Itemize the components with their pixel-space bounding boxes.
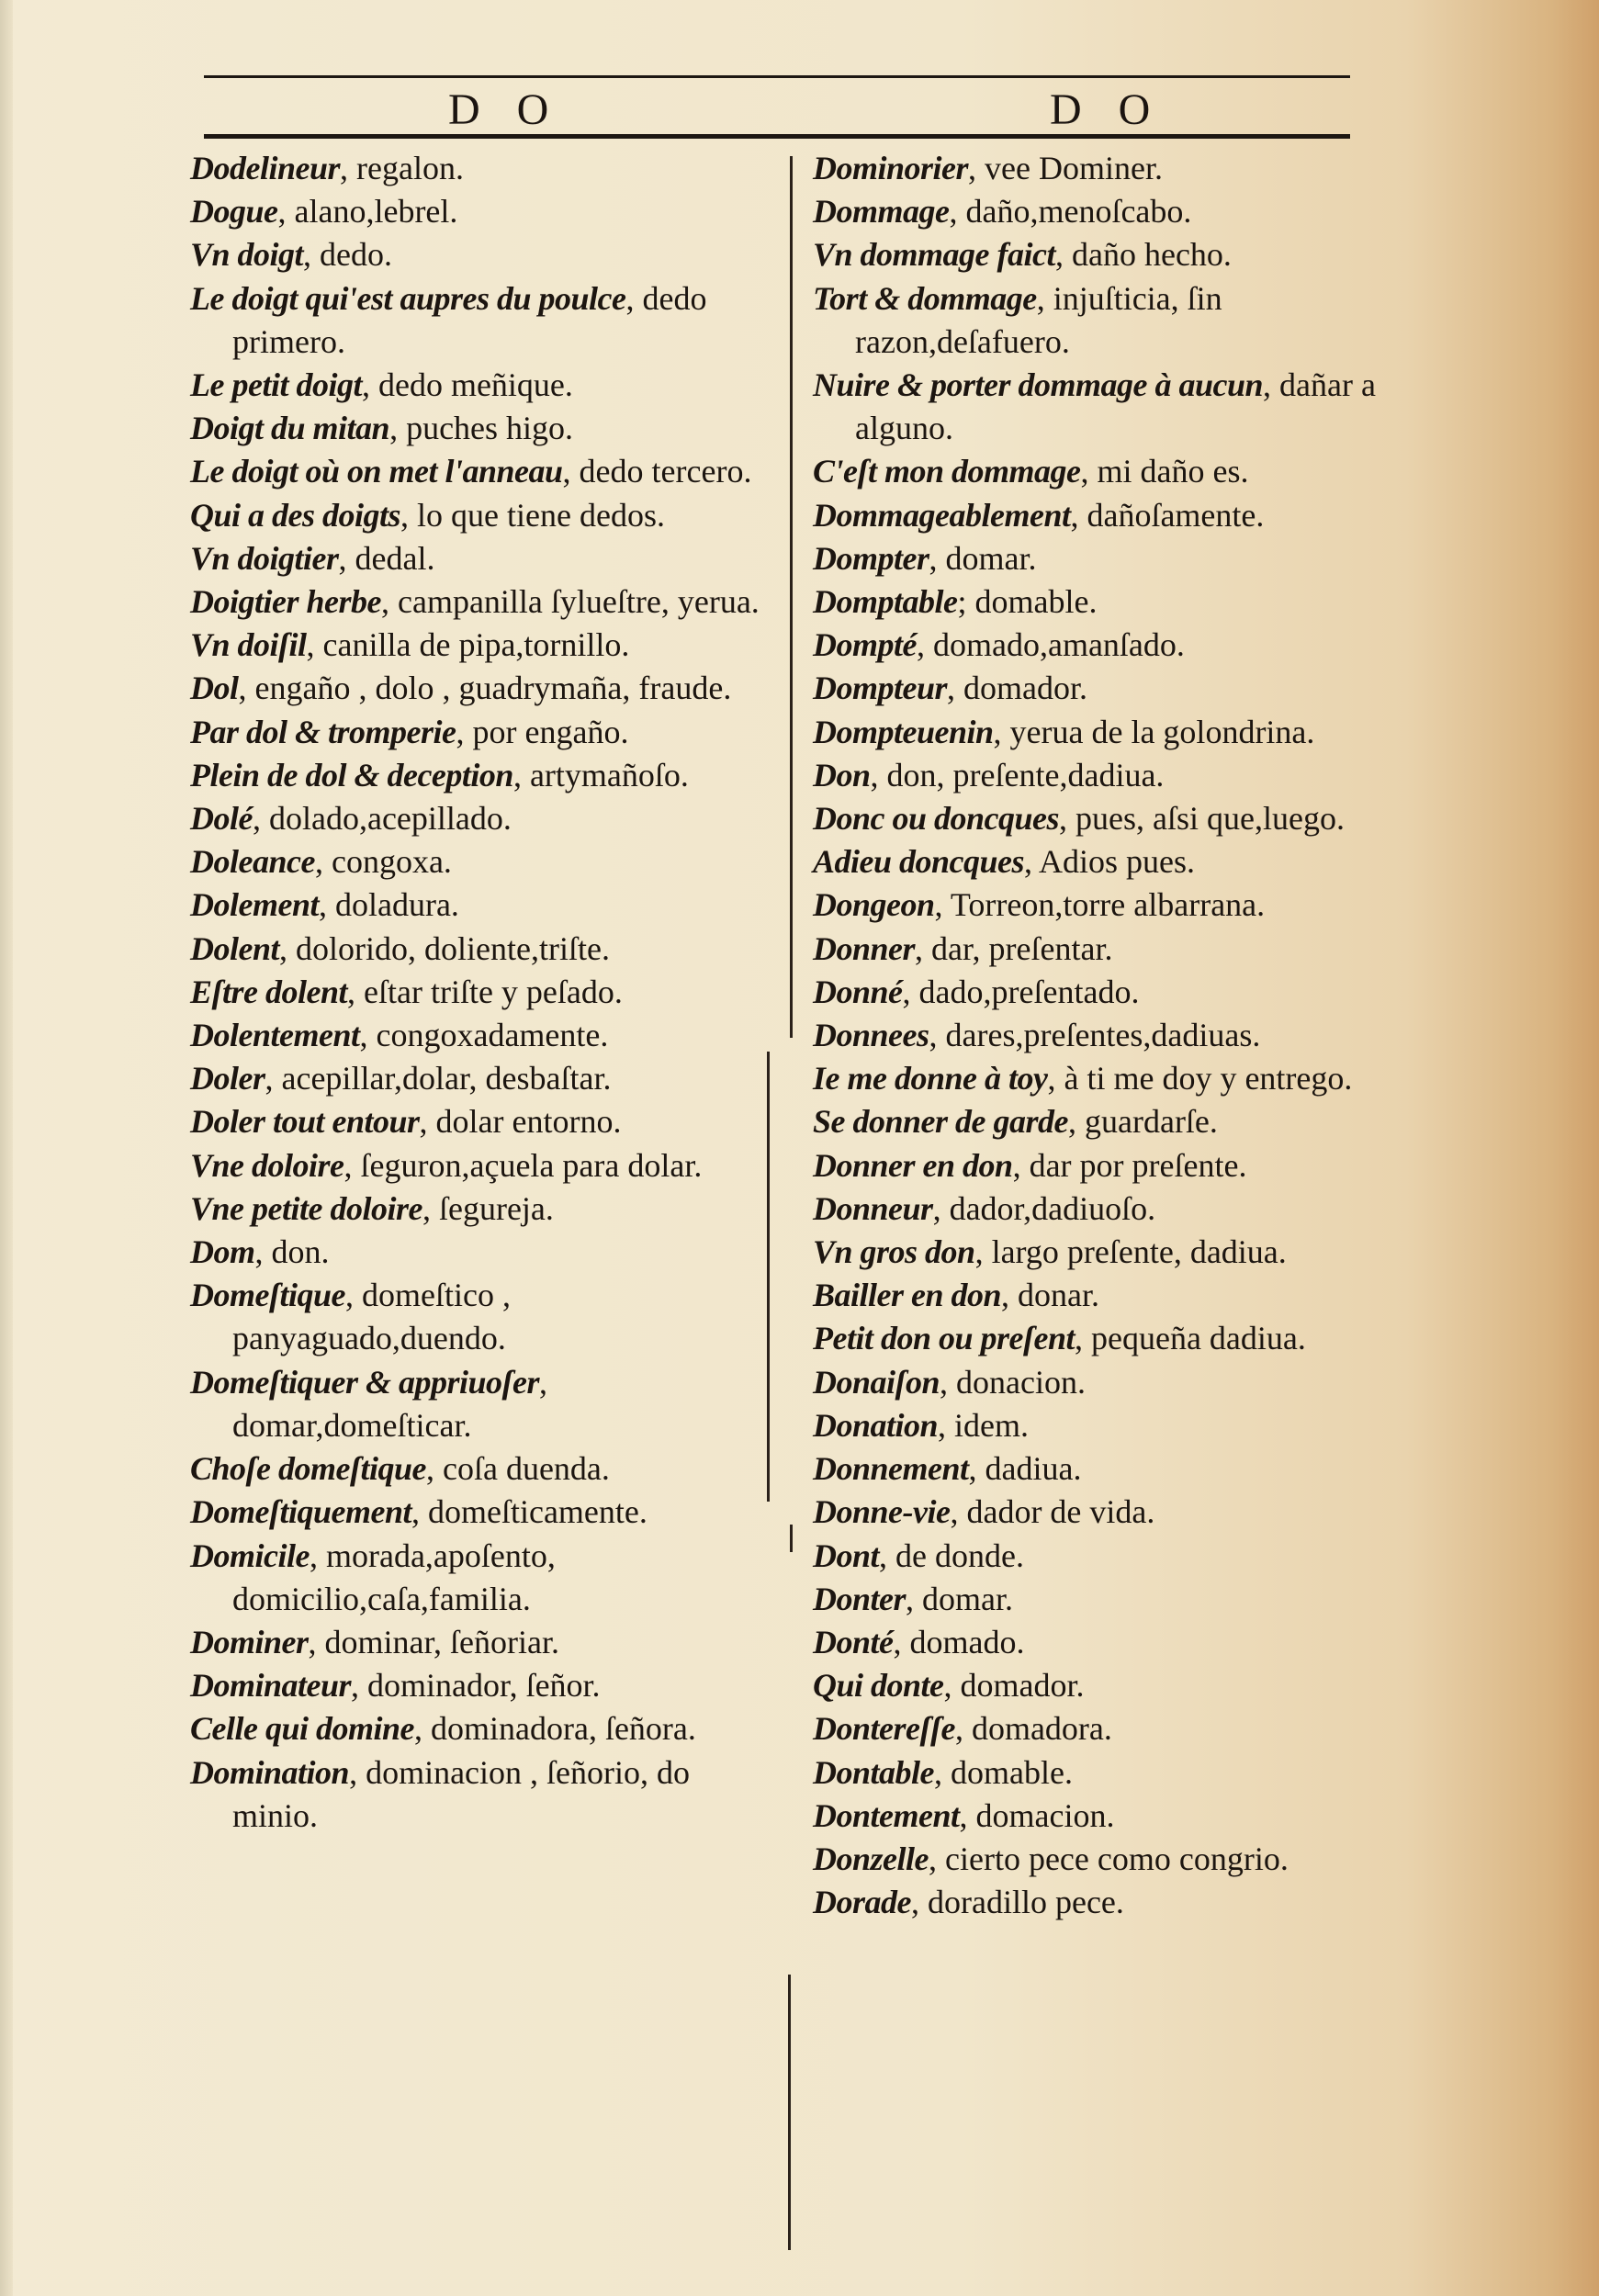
entry-headword: Doler tout entour: [190, 1103, 420, 1141]
entry-headword: Ie me donne à toy: [813, 1060, 1048, 1097]
entry-translation: , donacion.: [940, 1363, 1086, 1401]
dictionary-entry: [813, 1664, 1401, 1707]
entry-headword: Donneur: [813, 1189, 933, 1227]
entry-translation: , daño,menoſcabo.: [949, 193, 1192, 231]
dictionary-entry: [813, 1404, 1401, 1447]
dictionary-entry: [813, 971, 1401, 1014]
entry-translation: , domador.: [943, 1667, 1085, 1705]
dictionary-entry: [190, 233, 760, 276]
dictionary-entry: [190, 1100, 760, 1143]
entry-translation: , à ti me doy y entrego.: [1047, 1060, 1353, 1097]
dictionary-entry: [813, 580, 1401, 624]
dictionary-entry: [190, 1491, 760, 1534]
entry-headword: Don: [813, 756, 871, 793]
entry-headword: Dommageablement: [813, 496, 1071, 534]
entry-headword: Dompteuenin: [813, 713, 994, 750]
entry-translation: , dominar, ſeñoriar.: [308, 1623, 559, 1660]
running-head-left: D O: [448, 85, 562, 134]
dictionary-entry: [813, 1100, 1401, 1143]
entry-headword: Dongeon: [813, 886, 935, 924]
entry-headword: Vn gros don: [813, 1233, 975, 1271]
entry-headword: Vn doigt: [190, 236, 304, 274]
entry-headword: Qui a des doigts: [190, 496, 401, 534]
dictionary-entry: [190, 624, 760, 667]
entry-translation: , alano,lebrel.: [277, 193, 458, 231]
dictionary-entry: [190, 147, 760, 190]
entry-translation: , dedal.: [338, 539, 435, 577]
entry-headword: Vne doloire: [190, 1146, 344, 1184]
entry-headword: Dolé: [190, 800, 253, 838]
dictionary-entry: [813, 1707, 1401, 1750]
dictionary-entry: [190, 1057, 760, 1100]
entry-headword: Le doigt qui'est aupres du poulce: [190, 279, 626, 317]
dictionary-entry: [190, 928, 760, 971]
entry-headword: Adieu doncques: [813, 843, 1025, 881]
dictionary-entry: [813, 711, 1401, 754]
dictionary-entry: [813, 1361, 1401, 1404]
entry-headword: Par dol & tromperie: [190, 713, 456, 750]
entry-headword: Donnees: [813, 1017, 929, 1054]
dictionary-entry: [813, 667, 1401, 710]
entry-headword: Donaiſon: [813, 1363, 940, 1401]
entry-headword: Dont: [813, 1536, 880, 1574]
entry-headword: Vn doigtier: [190, 539, 339, 577]
entry-translation: ; domable.: [957, 583, 1098, 621]
dictionary-entry: [813, 190, 1401, 233]
dictionary-entry: [190, 1144, 760, 1187]
entry-translation: , artymañoſo.: [512, 756, 689, 793]
dictionary-entry: [813, 1317, 1401, 1360]
dictionary-entry: [190, 797, 760, 840]
entry-translation: , regalon.: [340, 150, 464, 186]
dictionary-entry: [813, 1621, 1401, 1664]
header-rule-bottom: [204, 134, 1350, 139]
entry-translation: , don.: [254, 1233, 330, 1271]
entry-translation: , de donde.: [879, 1536, 1024, 1574]
entry-translation: , dadiua.: [968, 1450, 1082, 1488]
entry-headword: Choſe domeſtique: [190, 1450, 426, 1488]
entry-headword: Doler: [190, 1060, 265, 1097]
entry-translation: , dañoſamente.: [1070, 496, 1265, 534]
entry-translation: , campanilla ſylueſtre, yerua.: [380, 583, 760, 621]
entry-headword: Donne-vie: [813, 1493, 951, 1531]
dictionary-entry: [190, 1231, 760, 1274]
dictionary-entry: [813, 1274, 1401, 1317]
dictionary-entry: [190, 1664, 760, 1707]
dictionary-entry: [813, 797, 1401, 840]
dictionary-entry: [813, 1838, 1401, 1881]
entry-headword: Qui donte: [813, 1667, 944, 1705]
dictionary-entry: [190, 667, 760, 710]
entry-headword: Donner en don: [813, 1146, 1013, 1184]
entry-translation: , morada,apoſento, domicilio,caſa,familia.: [232, 1536, 556, 1617]
dictionary-entry: [190, 450, 760, 493]
dictionary-entry: [813, 537, 1401, 580]
dictionary-entry: [190, 1751, 760, 1838]
dictionary-entry: [813, 1578, 1401, 1621]
entry-translation: , donar.: [1001, 1277, 1100, 1314]
dictionary-entry: [190, 1447, 760, 1491]
entry-translation: , Torreon,torre albarrana.: [934, 886, 1266, 924]
entry-translation: , lo que tiene dedos.: [400, 496, 665, 534]
entry-headword: Dompter: [813, 539, 929, 577]
entry-translation: , domar.: [906, 1580, 1013, 1617]
dictionary-entry: [813, 1447, 1401, 1491]
entry-translation: , largo preſente, dadiua.: [974, 1233, 1287, 1271]
running-head-right: D O: [1050, 85, 1164, 134]
entry-headword: Bailler en don: [813, 1277, 1002, 1314]
entry-headword: Petit don ou preſent: [813, 1320, 1075, 1357]
column-divider-upper: [790, 156, 793, 1038]
left-column: [190, 147, 760, 1838]
entry-headword: Dominer: [190, 1623, 309, 1660]
entry-translation: , idem.: [938, 1406, 1030, 1444]
entry-headword: Donter: [813, 1580, 906, 1617]
entry-translation: , domacion.: [959, 1796, 1115, 1834]
entry-headword: Dompteur: [813, 670, 948, 707]
right-column: [813, 147, 1401, 1924]
entry-translation: , dañar a alguno.: [855, 366, 1376, 447]
entry-translation: , pues, aſsi que,luego.: [1059, 800, 1345, 838]
dictionary-entry: [190, 494, 760, 537]
entry-headword: Dol: [190, 670, 239, 707]
dictionary-entry: [813, 147, 1401, 190]
entry-headword: Vn doiſil: [190, 626, 307, 664]
entry-translation: , doradillo pece.: [911, 1884, 1124, 1921]
dictionary-entry: [813, 494, 1401, 537]
entry-headword: Donnement: [813, 1450, 969, 1488]
entry-headword: Donation: [813, 1406, 939, 1444]
header-rule-top: [204, 75, 1350, 78]
entry-headword: Eſtre dolent: [190, 973, 347, 1010]
entry-headword: Vn dommage faict: [813, 236, 1055, 274]
entry-headword: C'eſt mon dommage: [813, 453, 1081, 490]
entry-translation: , don, preſente,dadiua.: [870, 756, 1165, 793]
dictionary-entry: [190, 884, 760, 927]
dictionary-entry: [813, 1187, 1401, 1231]
entry-translation: , dador,dadiuoſo.: [932, 1189, 1156, 1227]
dictionary-entry: [813, 1057, 1401, 1100]
dictionary-entry: [813, 754, 1401, 797]
entry-translation: , domeſticamente.: [411, 1493, 647, 1531]
entry-headword: Le petit doigt: [190, 366, 362, 404]
entry-headword: Doigtier herbe: [190, 583, 381, 621]
entry-headword: Donzelle: [813, 1840, 929, 1877]
entry-headword: Tort & dommage: [813, 279, 1037, 317]
entry-translation: , domar.: [929, 539, 1037, 577]
dictionary-entry: [190, 1361, 760, 1447]
dictionary-entry: [190, 407, 760, 450]
entry-headword: Doleance: [190, 843, 315, 881]
dictionary-entry: [190, 971, 760, 1014]
entry-translation: , domadora.: [954, 1710, 1112, 1748]
dictionary-entry: [190, 1014, 760, 1057]
entry-translation: , dado,preſentado.: [902, 973, 1140, 1010]
dictionary-entry: [190, 711, 760, 754]
entry-headword: Domeſtique: [190, 1277, 345, 1314]
entry-translation: , dominacion , ſeñorio, do minio.: [232, 1753, 690, 1834]
column-divider-mid: [767, 1052, 770, 1502]
entry-translation: , domable.: [934, 1753, 1073, 1791]
entry-headword: Donté: [813, 1623, 894, 1660]
entry-headword: Le doigt où on met l'anneau: [190, 453, 563, 490]
entry-headword: Domination: [190, 1753, 350, 1791]
dictionary-entry: [813, 624, 1401, 667]
dictionary-entry: [190, 1621, 760, 1664]
entry-headword: Dom: [190, 1233, 255, 1271]
entry-headword: Plein de dol & deception: [190, 756, 513, 793]
entry-headword: Domeſtiquer & appriuoſer: [190, 1363, 539, 1401]
entry-translation: , daño hecho.: [1055, 236, 1232, 274]
entry-headword: Domicile: [190, 1536, 310, 1574]
entry-translation: , dador de vida.: [950, 1493, 1155, 1531]
entry-translation: , dolorido, doliente,triſte.: [279, 929, 610, 967]
entry-headword: Dontement: [813, 1796, 960, 1834]
dictionary-entry: [813, 1491, 1401, 1534]
entry-headword: Dontable: [813, 1753, 935, 1791]
dictionary-entry: [190, 580, 760, 624]
entry-headword: Dorade: [813, 1884, 911, 1921]
entry-translation: , injuſticia, ſin razon,deſafuero.: [855, 279, 1222, 360]
entry-translation: , engaño , dolo , guadrymaña, fraude.: [238, 670, 732, 707]
dictionary-entry: [813, 884, 1401, 927]
dictionary-entry: [190, 1274, 760, 1360]
dictionary-entry: [190, 537, 760, 580]
entry-translation: , domar,domeſticar.: [232, 1363, 547, 1444]
dictionary-entry: [813, 1751, 1401, 1795]
entry-translation: , canilla de pipa,tornillo.: [306, 626, 630, 664]
entry-translation: , congoxadamente.: [359, 1017, 609, 1054]
entry-translation: , dar, preſentar.: [915, 929, 1113, 967]
entry-headword: Se donner de garde: [813, 1103, 1068, 1141]
entry-headword: Donné: [813, 973, 903, 1010]
entry-translation: , domador.: [947, 670, 1087, 707]
entry-translation: , mi daño es.: [1080, 453, 1249, 490]
entry-translation: , vee Dominer.: [968, 150, 1163, 186]
entry-headword: Vne petite doloire: [190, 1189, 422, 1227]
entry-translation: , dedo meñique.: [361, 366, 573, 404]
entry-translation: , domado.: [893, 1623, 1025, 1660]
dictionary-entry: [813, 1231, 1401, 1274]
entry-translation: , dares,preſentes,dadiuas.: [929, 1017, 1261, 1054]
page-gutter-edge: [0, 0, 13, 2296]
entry-translation: , Adios pues.: [1024, 843, 1196, 881]
dictionary-entry: [813, 277, 1401, 364]
entry-translation: , dominador, ſeñor.: [351, 1667, 601, 1705]
entry-headword: Domeſtiquement: [190, 1493, 411, 1531]
entry-translation: , dedo primero.: [232, 279, 707, 360]
entry-translation: , puches higo.: [389, 410, 574, 447]
dictionary-entry: [813, 1144, 1401, 1187]
dictionary-entry: [190, 1707, 760, 1750]
entry-translation: , congoxa.: [314, 843, 452, 881]
entry-translation: , domeſtico , panyaguado,duendo.: [232, 1277, 511, 1357]
entry-translation: , coſa duenda.: [425, 1450, 610, 1488]
dictionary-entry: [813, 1795, 1401, 1838]
entry-headword: Dolement: [190, 886, 319, 924]
column-divider-lower: [790, 1525, 793, 1552]
dictionary-entry: [190, 1535, 760, 1621]
entry-headword: Dodelineur: [190, 150, 341, 186]
entry-translation: , por engaño.: [456, 713, 629, 750]
entry-translation: , guardarſe.: [1068, 1103, 1218, 1141]
dictionary-entry: [190, 1187, 760, 1231]
entry-headword: Donner: [813, 929, 916, 967]
dictionary-entry: [813, 233, 1401, 276]
entry-headword: Dontereſſe: [813, 1710, 955, 1748]
entry-headword: Dogue: [190, 193, 278, 231]
column-divider-bottom: [788, 1975, 791, 2250]
entry-translation: , cierto pece como congrio.: [929, 1840, 1289, 1877]
entry-headword: Domptable: [813, 583, 958, 621]
entry-translation: , dedo tercero.: [562, 453, 752, 490]
dictionary-entry: [190, 840, 760, 884]
dictionary-entry: [190, 754, 760, 797]
dictionary-entry: [190, 277, 760, 364]
dictionary-entry: [190, 190, 760, 233]
entry-headword: Nuire & porter dommage à aucun: [813, 366, 1264, 404]
dictionary-entry: [813, 364, 1401, 450]
entry-headword: Dommage: [813, 193, 950, 231]
entry-headword: Donc ou doncques: [813, 800, 1060, 838]
dictionary-entry: [813, 840, 1401, 884]
entry-translation: , dedo.: [303, 236, 393, 274]
entry-translation: , pequeña dadiua.: [1075, 1320, 1306, 1357]
entry-translation: , dolar entorno.: [419, 1103, 622, 1141]
entry-translation: , yerua de la golondrina.: [993, 713, 1315, 750]
dictionary-entry: [813, 928, 1401, 971]
entry-headword: Celle qui domine: [190, 1710, 414, 1748]
dictionary-entry: [813, 450, 1401, 493]
entry-translation: , domado,amanſado.: [916, 626, 1185, 664]
dictionary-entry: [813, 1014, 1401, 1057]
dictionary-entry: [190, 364, 760, 407]
entry-translation: , eſtar triſte y peſado.: [347, 973, 623, 1010]
entry-headword: Dominateur: [190, 1667, 352, 1705]
entry-translation: , doladura.: [318, 886, 459, 924]
dictionary-entry: [813, 1881, 1401, 1924]
entry-translation: , ſegureja.: [422, 1189, 554, 1227]
entry-headword: Dolent: [190, 929, 280, 967]
dictionary-entry: [813, 1535, 1401, 1578]
entry-translation: , dominadora, ſeñora.: [414, 1710, 696, 1748]
entry-headword: Dolentement: [190, 1017, 360, 1054]
entry-translation: , dar por preſente.: [1012, 1146, 1247, 1184]
entry-translation: , ſeguron,açuela para dolar.: [343, 1146, 703, 1184]
entry-headword: Dominorier: [813, 150, 969, 186]
entry-translation: , dolado,acepillado.: [252, 800, 512, 838]
entry-translation: , acepillar,dolar, desbaſtar.: [265, 1060, 612, 1097]
entry-headword: Doigt du mitan: [190, 410, 390, 447]
entry-headword: Dompté: [813, 626, 917, 664]
